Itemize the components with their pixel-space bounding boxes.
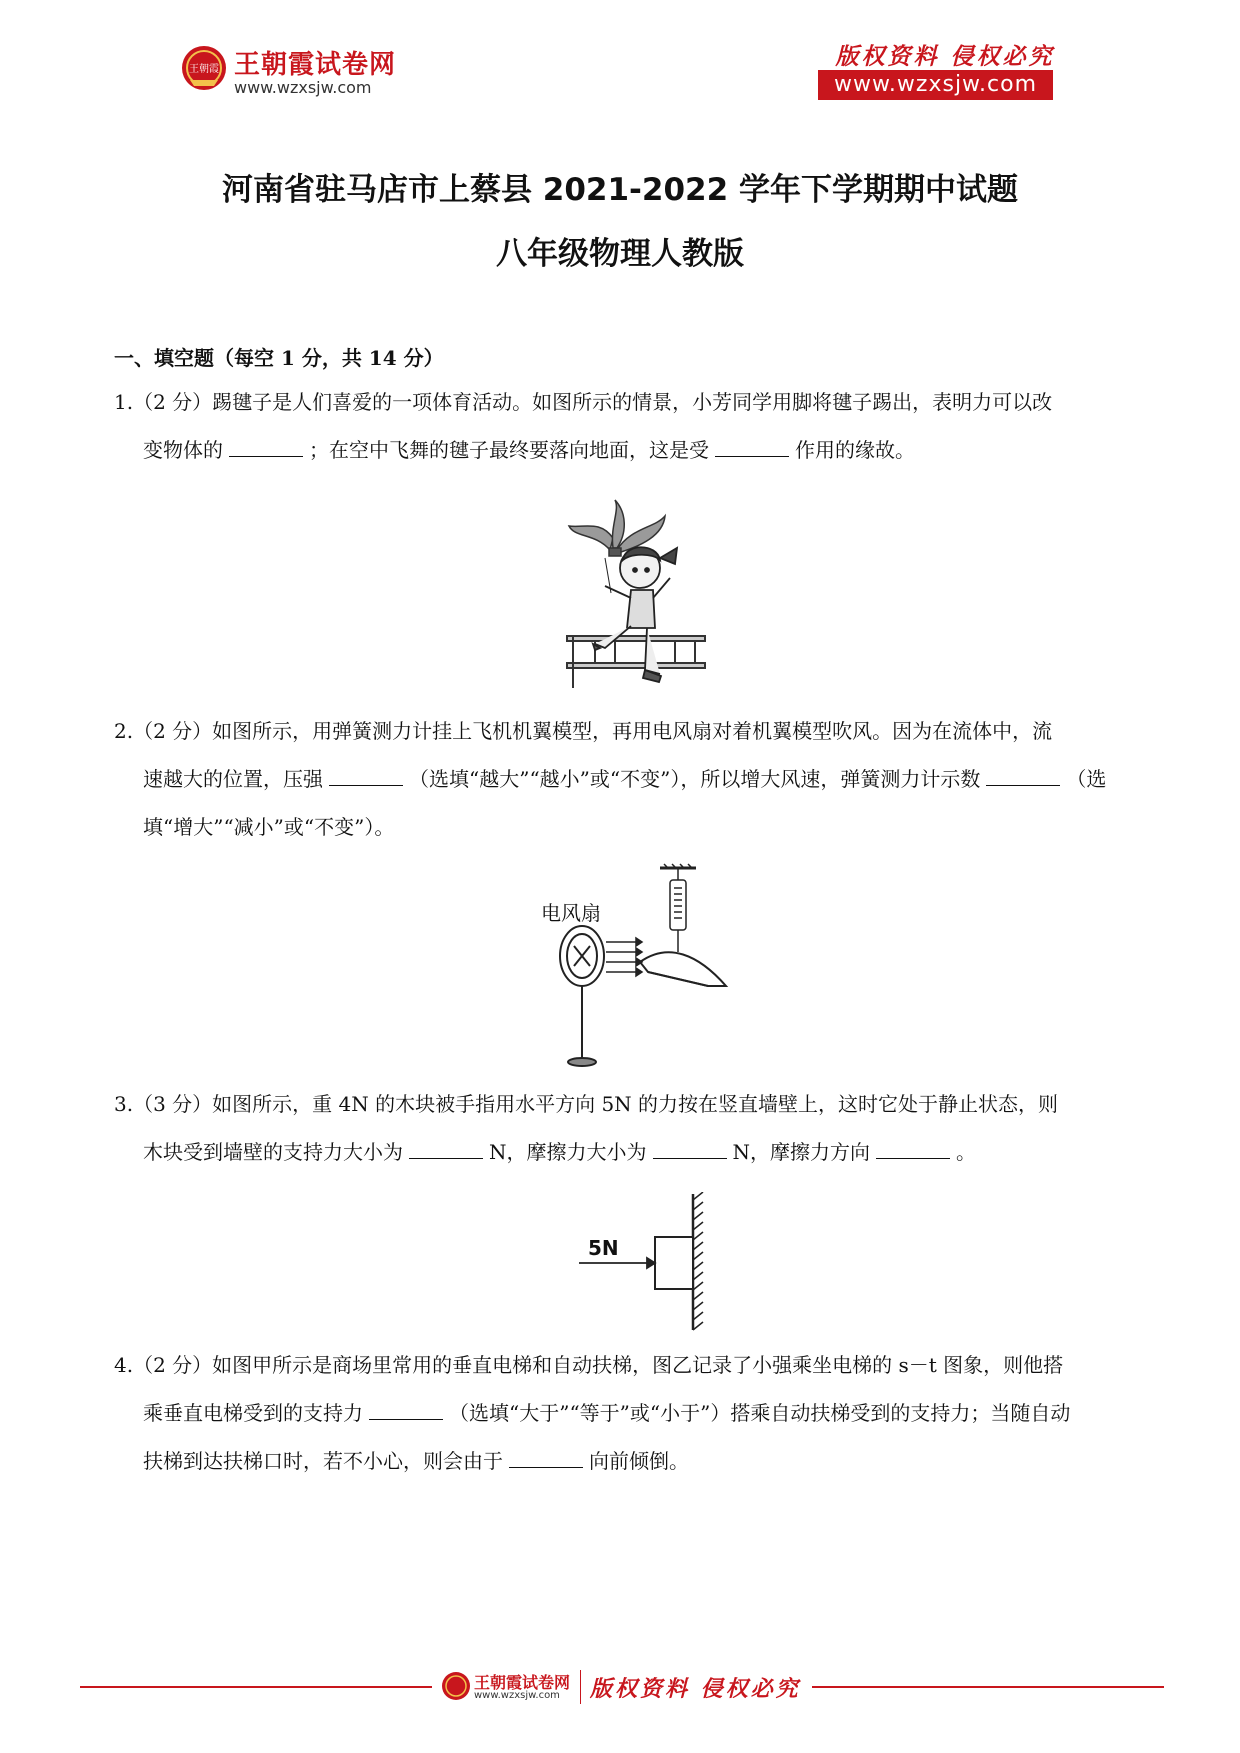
logo-badge-icon (180, 44, 228, 92)
figure-fan-wing (548, 862, 738, 1070)
q1-text-a: 变物体的 (143, 438, 223, 462)
footer-rule-right (812, 1686, 1164, 1688)
answer-blank[interactable] (986, 767, 1060, 786)
q4-text-d: 向前倾倒。 (589, 1449, 689, 1473)
footer-rule-left (80, 1686, 432, 1688)
railing-icon (567, 636, 705, 688)
footer-logo-name: 王朝霞试卷网 (474, 1673, 571, 1692)
answer-blank[interactable] (409, 1140, 483, 1159)
question-2-line-1: 2.（2 分）如图所示，用弹簧测力计挂上飞机机翼模型，再用电风扇对着机翼模型吹风。因为在流体中，流 (114, 719, 1053, 743)
wall-icon (693, 1192, 703, 1330)
q1-text-c: 作用的缘故。 (795, 438, 915, 462)
footer-separator (580, 1670, 581, 1704)
exam-title: 河南省驻马店市上蔡县 2021-2022 学年下学期期中试题 (221, 172, 1018, 208)
answer-blank[interactable] (876, 1140, 950, 1159)
q3-text-c: N，摩擦力方向 (732, 1140, 870, 1164)
answer-blank[interactable] (653, 1140, 727, 1159)
footer-logo-url: www.wzxsjw.com (474, 1690, 560, 1701)
wind-arrows (606, 938, 642, 976)
exam-subtitle: 八年级物理人教版 (496, 236, 744, 272)
wooden-block-icon (655, 1237, 693, 1289)
question-3-line-1: 3.（3 分）如图所示，重 4N 的木块被手指用水平方向 5N 的力按在竖直墙壁上，这时它处于静止状态，则 (114, 1092, 1059, 1116)
question-1-line-2 (143, 436, 915, 464)
logo-name: 王朝霞试卷网 (234, 50, 397, 80)
spring-scale-icon (670, 880, 686, 952)
answer-blank[interactable] (509, 1449, 583, 1468)
figure-2-label: 电风扇 (541, 901, 601, 925)
logo-badge-text: 王朝霞 (189, 64, 219, 75)
footer-slogan: 版权资料 侵权必究 (590, 1676, 801, 1702)
q2-text-c: （选 (1066, 767, 1107, 791)
q1-text-b: ；在空中飞舞的毽子最终要落向地面，这是受 (309, 438, 709, 462)
q4-text-b: （选填“大于”“等于”或“小于”）搭乘自动扶梯受到的支持力；当随自动 (449, 1401, 1071, 1425)
site-url-banner[interactable]: www.wzxsjw.com (818, 70, 1053, 100)
q3-text-a: 木块受到墙壁的支持力大小为 (143, 1140, 403, 1164)
footer-logo-icon (441, 1671, 471, 1701)
q4-text-a: 乘垂直电梯受到的支持力 (143, 1401, 363, 1425)
question-3-line-2 (143, 1138, 976, 1166)
question-4-line-2 (143, 1399, 1070, 1427)
question-2-line-2 (143, 765, 1106, 793)
q2-text-a: 速越大的位置，压强 (143, 767, 323, 791)
q4-text-c: 扶梯到达扶梯口时，若不小心，则会由于 (143, 1449, 503, 1473)
question-4-line-1: 4.（2 分）如图甲所示是商场里常用的垂直电梯和自动扶梯，图乙记录了小强乘坐电梯的 s－t 图象，则他搭 (114, 1353, 1064, 1377)
force-arrow-icon (579, 1258, 655, 1268)
q2-text-b: （选填“越大”“越小”或“不变”），所以增大风速，弹簧测力计示数 (409, 767, 981, 791)
electric-fan-icon (560, 926, 604, 1066)
answer-blank[interactable] (229, 438, 303, 457)
ceiling-mount-icon (660, 864, 696, 880)
question-2-line-3: 填“增大”“减小”或“不变”）。 (143, 815, 395, 839)
shuttlecock-icon (569, 500, 665, 556)
q3-text-b: N，摩擦力大小为 (489, 1140, 647, 1164)
logo-url: www.wzxsjw.com (234, 78, 372, 97)
girl-figure-icon (593, 547, 677, 682)
figure-shuttlecock-kick (565, 498, 710, 690)
copyright-slogan: 版权资料 侵权必究 (835, 43, 1055, 70)
figure-block-wall (575, 1192, 715, 1332)
q3-text-d: 。 (956, 1140, 976, 1164)
question-4-line-3 (143, 1447, 689, 1475)
question-1-line-1: 1.（2 分）踢毽子是人们喜爱的一项体育活动。如图所示的情景，小芳同学用脚将毽子踢出，表明力可以改 (114, 390, 1053, 414)
answer-blank[interactable] (369, 1401, 443, 1420)
force-label: 5N (588, 1236, 619, 1260)
section-heading: 一、填空题（每空 1 分，共 14 分） (114, 346, 444, 370)
answer-blank[interactable] (715, 438, 789, 457)
answer-blank[interactable] (329, 767, 403, 786)
